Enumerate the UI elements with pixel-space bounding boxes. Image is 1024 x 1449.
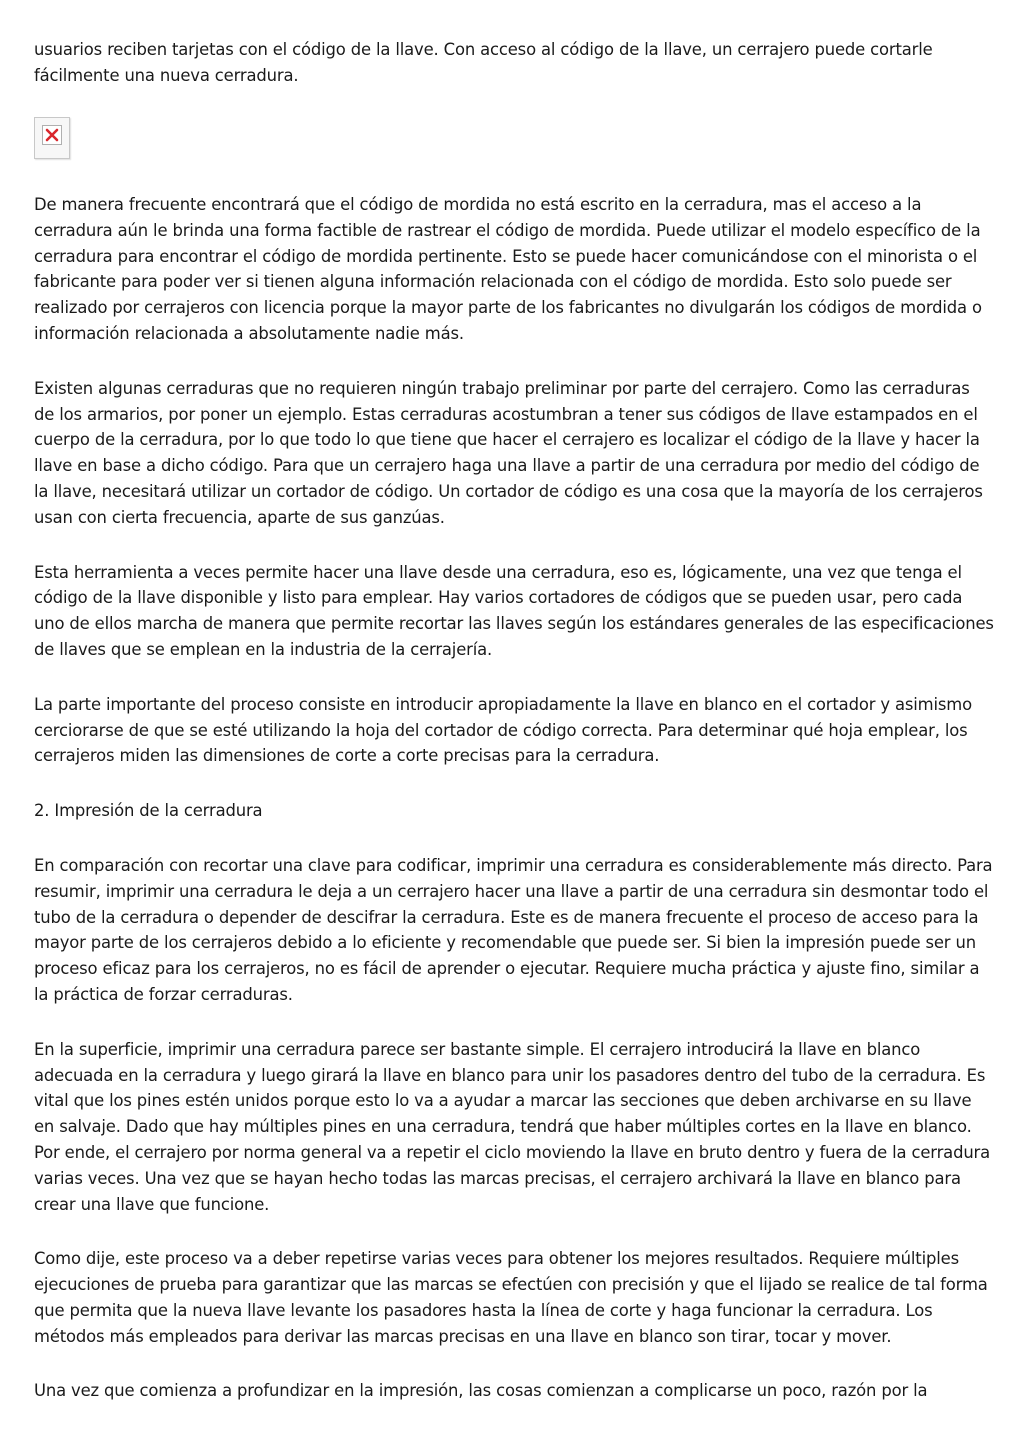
broken-image-placeholder xyxy=(34,117,70,159)
paragraph-intro: usuarios reciben tarjetas con el código de la llave. Con acceso al código de la llave, un cerrajero puede cortarle fácilmente una nueva cerradura. xyxy=(34,40,933,85)
paragraph: De manera frecuente encontrará que el código de mordida no está escrito en la cerradura, mas el acceso a la cerradura aún le brinda una forma factible de rastrear el código de mordida. Puede utilizar el modelo específico de la cerradura para encontrar el código de mordida pertinente. Esto se puede hacer comunicándose con el minorista o el fabricante para poder ver si tienen alguna información relacionada con el código de mordida. Esto solo puede ser realizado por cerrajeros con licencia porque la mayor parte de los fabricantes no divulgarán los códigos de mordida o información relacionada a absolutamente nadie más. xyxy=(34,195,982,343)
paragraph: Como dije, este proceso va a deber repetirse varias veces para obtener los mejores resultados. Requiere múltiples ejecuciones de prueba para garantizar que las marcas se efectúen con precisión y que el lijado se realice de tal forma que permita que la nueva llave levante los pasadores hasta la línea de corte y haga funcionar la cerradura. Los métodos más empleados para derivar las marcas precisas en una llave en blanco son tirar, tocar y mover. xyxy=(34,1249,988,1346)
paragraph: Existen algunas cerraduras que no requieren ningún trabajo preliminar por parte del cerrajero. Como las cerraduras de los armarios, por poner un ejemplo. Estas cerraduras acostumbran a tener sus códigos de llave estampados en el cuerpo de la cerradura, por lo que todo lo que tiene que hacer el cerrajero es localizar el código de la llave y hacer la llave en base a dicho código. Para que un cerrajero haga una llave a partir de una cerradura por medio del código de la llave, necesitará utilizar un cortador de código. Un cortador de código es una cosa que la mayoría de los cerrajeros usan con cierta frecuencia, aparte de sus ganzúas. xyxy=(34,378,983,527)
broken-image-icon xyxy=(42,125,62,145)
section-heading: 2. Impresión de la cerradura xyxy=(34,801,263,821)
paragraph: Una vez que comienza a profundizar en la impresión, las cosas comienzan a complicarse un poco, razón por la xyxy=(34,1381,928,1401)
document-body xyxy=(34,192,994,1404)
document-body-top xyxy=(34,37,994,89)
paragraph: En comparación con recortar una clave para codificar, imprimir una cerradura es considerablemente más directo. Para resumir, imprimir una cerradura le deja a un cerrajero hacer una llave a partir de una cerradura sin desmontar todo el tubo de la cerradura o depender de descifrar la cerradura. Este es de manera frecuente el proceso de acceso para la mayor parte de los cerrajeros debido a lo eficiente y recomendable que puede ser. Si bien la impresión puede ser un proceso eficaz para los cerrajeros, no es fácil de aprender o ejecutar. Requiere mucha práctica y ajuste fino, similar a la práctica de forzar cerraduras. xyxy=(34,855,993,1004)
paragraph: Esta herramienta a veces permite hacer una llave desde una cerradura, eso es, lógicamente, una vez que tenga el código de la llave disponible y listo para emplear. Hay varios cortadores de códigos que se pueden usar, pero cada uno de ellos marcha de manera que permite recortar las llaves según los estándares generales de las especificaciones de llaves que se emplean en la industria de la cerrajería. xyxy=(34,562,994,659)
paragraph: En la superficie, imprimir una cerradura parece ser bastante simple. El cerrajero introducirá la llave en blanco adecuada en la cerradura y luego girará la llave en blanco para unir los pasadores dentro del tubo de la cerradura. Es vital que los pines estén unidos porque esto lo va a ayudar a marcar las secciones que deben archivarse en su llave en salvaje. Dado que hay múltiples pines en una cerradura, tendrá que haber múltiples cortes en la llave en blanco. Por ende, el cerrajero por norma general va a repetir el ciclo moviendo la llave en bruto dentro y fuera de la cerradura varias veces. Una vez que se hayan hecho todas las marcas precisas, el cerrajero archivará la llave en blanco para crear una llave que funcione. xyxy=(34,1039,991,1214)
paragraph: La parte importante del proceso consiste en introducir apropiadamente la llave en blanco en el cortador y asimismo cerciorarse de que se esté utilizando la hoja del cortador de código correcta. Para determinar qué hoja emplear, los cerrajeros miden las dimensiones de corte a corte precisas para la cerradura. xyxy=(34,694,972,766)
